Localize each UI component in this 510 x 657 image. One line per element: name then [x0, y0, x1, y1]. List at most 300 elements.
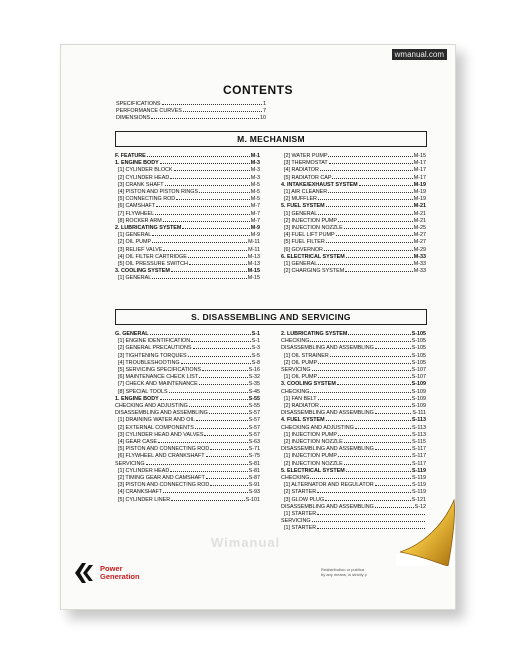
toc-entry-page: M-3	[250, 167, 260, 174]
toc-leader-dots	[326, 242, 413, 243]
toc-entry-label: [3] CRANK SHAFT	[118, 181, 164, 188]
toc-entry-label: [1] GENERAL	[118, 232, 152, 239]
toc-entry	[115, 153, 260, 160]
toc-entry-label: F. FEATURE	[115, 153, 146, 159]
toc-leader-dots	[196, 420, 248, 421]
toc-entry-label: [1] DRAINING WATER AND OIL	[118, 417, 195, 424]
toc-entry-label: [7] CHECK AND MAINTENANCE	[118, 381, 198, 388]
toc-entry-label: CHECKING	[281, 475, 310, 482]
toc-leader-dots	[345, 271, 412, 272]
toc-entry	[281, 218, 426, 225]
toc-entry	[115, 439, 260, 446]
toc-entry-label: [4] RADIATOR	[284, 167, 319, 174]
toc-leader-dots	[152, 278, 246, 279]
toc-entry	[115, 396, 260, 403]
toc-entry	[115, 175, 260, 182]
toc-entry	[115, 374, 260, 381]
toc-entry	[281, 338, 426, 345]
toc-entry-page: S-57	[248, 424, 260, 431]
toc-entry-label: DISASSEMBLING AND ASSEMBLING	[281, 410, 374, 417]
toc-entry-label: [1] OIL STRAINER	[284, 352, 329, 359]
toc-entry-page: S-107	[411, 367, 426, 374]
toc-entry-label: SERVICING	[281, 518, 311, 525]
page-title: CONTENTS	[223, 83, 293, 97]
toc-entry	[115, 247, 260, 254]
toc-leader-dots	[188, 356, 251, 357]
toc-entry-page: S-57	[248, 417, 260, 424]
toc-entry	[281, 153, 426, 160]
toc-entry	[281, 381, 426, 388]
toc-entry	[115, 446, 260, 453]
toc-entry-page: S-57	[248, 431, 260, 438]
toc-entry	[281, 461, 426, 468]
toc-entry	[115, 232, 260, 239]
toc-leader-dots	[312, 370, 411, 371]
toc-entry	[281, 446, 426, 453]
toc-leader-dots	[195, 428, 248, 429]
toc-entry	[115, 189, 260, 196]
toc-entry-label: [2] MUFFLER	[284, 196, 317, 203]
toc-entry-page: S-63	[248, 439, 260, 446]
toc-entry-label: [1] GENERAL	[118, 275, 152, 282]
toc-entry-page: S-109	[411, 403, 426, 410]
toc-leader-dots	[320, 170, 413, 171]
toc-leader-dots	[182, 228, 249, 229]
toc-entry-page: 1	[263, 101, 266, 107]
toc-entry	[115, 461, 260, 468]
toc-entry-label: [1] INJECTION PUMP	[284, 431, 338, 438]
toc-entry-label: [2] CYLINDER HEAD	[118, 174, 170, 181]
toc-leader-dots	[150, 334, 251, 335]
toc-entry	[115, 475, 260, 482]
toc-leader-dots	[156, 206, 250, 207]
toc-entry-label: 4. INTAKE/EXHAUST SYSTEM	[281, 181, 358, 188]
toc-leader-dots	[210, 485, 247, 486]
toc-entry-label: [6] FLYWHEEL AND CRANKSHAFT	[118, 453, 205, 460]
toc-entry-label: [4] TROUBLESHOOTING	[118, 359, 180, 366]
toc-entry-label: [1] CYLINDER BLOCK	[118, 167, 173, 174]
toc-entry-page: M-33	[413, 253, 426, 260]
toc-entry	[281, 468, 426, 475]
logo-mark-icon	[72, 561, 96, 585]
power-generation-logo	[72, 561, 140, 585]
toc-leader-dots	[330, 356, 411, 357]
toc-entry-page: S-75	[248, 453, 260, 460]
toc-entry	[281, 189, 426, 196]
site-watermark: wmanual.com	[392, 49, 447, 60]
toc-entry-label: [2] RADIATOR	[284, 403, 319, 410]
copyright-note	[321, 567, 367, 577]
toc-entry-page: 7	[263, 108, 266, 115]
toc-entry	[281, 439, 426, 446]
toc-entry-label: [1] GENERAL	[284, 210, 318, 217]
toc-entry-page: M-3	[250, 160, 260, 167]
logo-text	[100, 565, 140, 581]
toc-leader-dots	[169, 392, 248, 393]
toc-entry	[115, 468, 260, 475]
toc-leader-dots	[199, 377, 248, 378]
toc-leader-dots	[163, 221, 250, 222]
toc-entry-page: S-5	[251, 352, 260, 359]
toc-entry	[115, 345, 260, 352]
toc-entry-page: S-32	[248, 374, 260, 381]
toc-entry-label: [5] CYLINDER LINER	[118, 496, 171, 503]
toc-entry-page: S-8	[251, 359, 260, 366]
toc-entry-page: S-119	[412, 489, 426, 496]
toc-entry-page: M-17	[413, 160, 426, 167]
toc-entry	[281, 353, 426, 360]
toc-entry-label: [1] AIR CLEANER	[284, 189, 328, 196]
toc-leader-dots	[346, 471, 411, 472]
toc-entry-page: S-3	[251, 345, 260, 352]
toc-entry-page: S-105	[411, 331, 426, 337]
toc-leader-dots	[171, 271, 247, 272]
toc-entry-page: S-119	[412, 482, 426, 489]
toc-entry-label: [2] INJECTION NOZZLE	[284, 460, 343, 467]
toc-leader-dots	[152, 235, 249, 236]
toc-entry-page: M-33	[413, 268, 426, 275]
toc-entry-label: [5] RADIATOR CAP	[284, 174, 332, 181]
logo-line-1: Power	[100, 564, 123, 573]
toc-leader-dots	[204, 435, 247, 436]
toc-leader-dots	[163, 250, 247, 251]
toc-entry-label: [3] INJECTION NOZZLE	[284, 225, 343, 232]
toc-entry-page: 10	[260, 115, 266, 122]
toc-entry-page: S-16	[248, 367, 260, 374]
toc-entry-page: M-27	[413, 239, 426, 246]
toc-entry	[115, 225, 260, 232]
toc-leader-dots	[318, 399, 411, 400]
toc-entry-label: [8] ROCKER ARM	[118, 217, 162, 224]
toc-leader-dots	[375, 413, 412, 414]
toc-entry-label: [3] RELIEF VALVE	[118, 246, 163, 253]
toc-entry	[115, 182, 260, 189]
toc-entry-label: [1] STARTER	[284, 511, 317, 518]
toc-entry-page: S-113	[412, 431, 426, 438]
toc-entry	[281, 160, 426, 167]
toc-entry-label: [7] FLYWHEEL	[118, 210, 155, 217]
toc-leader-dots	[193, 348, 251, 349]
toc-leader-dots	[375, 348, 411, 349]
toc-entry	[281, 175, 426, 182]
toc-entry	[115, 254, 260, 261]
toc-leader-dots	[310, 478, 411, 479]
toc-entry-page: M-1	[250, 153, 260, 159]
toc-entry-label: 4. FUEL SYSTEM	[281, 417, 325, 424]
toc-entry-label: [2] OIL PUMP	[118, 239, 152, 246]
toc-entry-page: S-113	[412, 424, 426, 431]
toc-leader-dots	[338, 435, 411, 436]
toc-entry-page: M-29	[413, 246, 426, 253]
toc-entry	[281, 254, 426, 261]
toc-entry-label: [1] CYLINDER HEAD	[118, 467, 170, 474]
toc-entry-page: S-105	[411, 338, 426, 345]
toc-leader-dots	[318, 264, 412, 265]
toc-entry	[115, 453, 260, 460]
toc-entry-label: [5] SERVICING SPECIFICATIONS	[118, 367, 202, 374]
toc-leader-dots	[328, 192, 413, 193]
toc-leader-dots	[332, 178, 412, 179]
toc-entry	[281, 410, 426, 417]
toc-entry-label: 3. COOLING SYSTEM	[281, 381, 336, 388]
toc-entry	[115, 167, 260, 174]
toc-leader-dots	[158, 442, 248, 443]
toc-entry-page: S-113	[411, 417, 426, 424]
toc-leader-dots	[318, 377, 411, 378]
toc-entry-page: S-55	[248, 403, 260, 410]
toc-entry	[115, 360, 260, 367]
servicing-left-column	[115, 331, 260, 504]
toc-entry	[115, 425, 260, 432]
toc-entry-page: M-7	[250, 203, 260, 210]
toc-entry	[281, 360, 426, 367]
toc-entry	[281, 425, 426, 432]
toc-entry	[281, 453, 426, 460]
toc-entry-page: S-101	[245, 496, 260, 503]
toc-entry-label: [1] ENGINE IDENTIFICATION	[118, 338, 191, 345]
toc-leader-dots	[348, 334, 410, 335]
toc-leader-dots	[206, 456, 248, 457]
toc-entry	[281, 182, 426, 189]
toc-leader-dots	[170, 471, 247, 472]
toc-leader-dots	[183, 111, 262, 112]
toc-entry-label: 1. ENGINE BODY	[115, 160, 159, 167]
top-toc-list	[116, 101, 266, 123]
toc-entry-page: M-15	[247, 268, 260, 275]
toc-entry-label: [4] PISTON AND PISTON RINGS	[118, 189, 199, 196]
toc-leader-dots	[176, 199, 249, 200]
toc-leader-dots	[210, 449, 247, 450]
toc-entry-page: M-9	[250, 225, 260, 232]
servicing-section-header: S. DISASSEMBLING AND SERVICING	[115, 309, 427, 325]
toc-entry	[281, 417, 426, 424]
toc-entry-label: DISASSEMBLING AND ASSEMBLING	[281, 503, 374, 510]
toc-leader-dots	[336, 235, 413, 236]
toc-entry	[281, 203, 426, 210]
toc-leader-dots	[146, 464, 248, 465]
toc-entry-label: [2] INJECTION NOZZLE	[284, 439, 343, 446]
toc-entry-label: CHECKING AND ADJUSTING	[281, 424, 354, 431]
toc-entry-label: [1] FAN BELT	[284, 395, 317, 402]
toc-leader-dots	[209, 413, 248, 414]
toc-leader-dots	[163, 492, 248, 493]
toc-entry-label: SPECIFICATIONS	[116, 101, 161, 107]
toc-leader-dots	[326, 420, 411, 421]
toc-entry-page: S-55	[248, 395, 260, 402]
toc-entry-page: M-21	[413, 210, 426, 217]
toc-entry-page: M-5	[250, 189, 260, 196]
toc-entry	[115, 497, 260, 504]
logo-line-2: Generation	[100, 572, 140, 581]
toc-entry	[115, 331, 260, 338]
toc-entry-page: S-105	[411, 345, 426, 352]
toc-entry-label: [4] GEAR CASE	[118, 439, 157, 446]
toc-leader-dots	[318, 199, 413, 200]
toc-entry-label: [3] PISTON AND CONNECTING ROD	[118, 482, 210, 489]
toc-entry	[115, 353, 260, 360]
toc-entry-page: S-87	[248, 475, 260, 482]
toc-entry	[281, 232, 426, 239]
toc-entry	[281, 239, 426, 246]
toc-entry-label: [5] PISTON AND CONNECTING ROD	[118, 446, 210, 453]
toc-entry-label: [5] OIL PRESSURE SWITCH	[118, 261, 188, 268]
toc-entry-label: [2] GENERAL PRECAUTIONS	[118, 345, 192, 352]
toc-entry-page: M-13	[247, 253, 260, 260]
page-curl-icon	[396, 494, 468, 566]
toc-leader-dots	[165, 185, 250, 186]
toc-leader-dots	[326, 206, 413, 207]
toc-entry	[116, 101, 266, 108]
toc-entry	[281, 225, 426, 232]
toc-entry-page: M-27	[413, 232, 426, 239]
toc-entry-page: S-109	[411, 381, 426, 388]
toc-leader-dots	[344, 464, 411, 465]
toc-entry	[115, 275, 260, 282]
toc-entry	[281, 396, 426, 403]
toc-leader-dots	[324, 250, 413, 251]
toc-entry-page: S-35	[248, 381, 260, 388]
toc-entry-page: M-13	[247, 261, 260, 268]
toc-leader-dots	[188, 257, 247, 258]
toc-entry-label: 3. COOLING SYSTEM	[115, 268, 170, 275]
toc-entry	[281, 331, 426, 338]
toc-entry	[115, 218, 260, 225]
toc-leader-dots	[320, 406, 411, 407]
toc-entry-page: M-19	[413, 189, 426, 196]
toc-entry-label: DISASSEMBLING AND ASSEMBLING	[281, 345, 374, 352]
toc-entry-page: M-3	[250, 174, 260, 181]
toc-leader-dots	[151, 118, 259, 119]
toc-entry	[115, 211, 260, 218]
toc-entry	[115, 268, 260, 275]
toc-entry	[281, 211, 426, 218]
toc-entry	[115, 381, 260, 388]
toc-leader-dots	[318, 363, 411, 364]
toc-entry-label: CHECKING	[281, 338, 310, 345]
toc-entry-label: [1] INJECTION PUMP	[284, 453, 338, 460]
toc-leader-dots	[155, 214, 250, 215]
toc-entry	[116, 115, 266, 122]
toc-entry-page: S-1	[251, 331, 260, 337]
toc-entry	[115, 196, 260, 203]
toc-entry-page: S-107	[411, 374, 426, 381]
toc-entry-label: 6. ELECTRICAL SYSTEM	[281, 253, 345, 260]
toc-entry	[281, 345, 426, 352]
toc-entry-label: [8] SPECIAL TOOLS	[118, 388, 168, 395]
toc-entry-label: SERVICING	[281, 367, 311, 374]
toc-entry-page: M-7	[250, 217, 260, 224]
toc-entry-label: [5] CONNECTING ROD	[118, 196, 176, 203]
toc-entry	[115, 489, 260, 496]
toc-entry-page: M-19	[413, 181, 426, 188]
toc-entry-page: S-117	[412, 460, 426, 467]
toc-entry	[115, 239, 260, 246]
toc-entry-label: [3] THERMOSTAT	[284, 160, 328, 167]
toc-entry	[281, 475, 426, 482]
toc-entry-label: [6] CAMSHAFT	[118, 203, 156, 210]
toc-entry-page: M-33	[413, 261, 426, 268]
toc-entry-label: CHECKING	[281, 388, 310, 395]
toc-entry-label: 5. ELECTRICAL SYSTEM	[281, 467, 345, 474]
toc-entry-label: [2] EXTERNAL COMPONENTS	[118, 424, 194, 431]
toc-entry-label: [3] CYLINDER HEAD AND VALVES	[118, 431, 204, 438]
toc-entry	[116, 108, 266, 115]
toc-entry	[281, 389, 426, 396]
toc-entry	[281, 374, 426, 381]
toc-entry-label: [2] INJECTION PUMP	[284, 217, 338, 224]
toc-entry-label: [6] GOVERNOR	[284, 246, 323, 253]
toc-leader-dots	[375, 485, 411, 486]
toc-entry-page: S-109	[411, 388, 426, 395]
toc-leader-dots	[147, 156, 250, 157]
toc-leader-dots	[152, 242, 247, 243]
toc-entry-label: [6] MAINTENANCE CHECK LIST	[118, 374, 198, 381]
toc-entry-label: PERFORMANCE CURVES	[116, 108, 182, 115]
toc-entry-page: S-121	[411, 496, 426, 503]
toc-entry-page: M-19	[413, 196, 426, 203]
toc-entry-label: [4] FUEL LIFT PUMP	[284, 232, 335, 239]
toc-entry	[281, 403, 426, 410]
copyright-line-1: Redistribution or publica	[321, 567, 364, 572]
mechanism-right-column	[281, 153, 426, 275]
toc-leader-dots	[174, 170, 250, 171]
toc-entry	[115, 261, 260, 268]
toc-entry-label: [1] STARTER	[284, 525, 317, 532]
toc-entry	[281, 167, 426, 174]
toc-entry	[115, 432, 260, 439]
toc-entry	[281, 247, 426, 254]
toc-entry-page: S-119	[412, 475, 426, 482]
toc-entry-page: S-93	[248, 489, 260, 496]
toc-leader-dots	[162, 104, 262, 105]
toc-leader-dots	[355, 428, 411, 429]
toc-entry-page: M-25	[413, 225, 426, 232]
toc-entry-page: S-117	[412, 446, 426, 453]
toc-entry-page: M-9	[250, 232, 260, 239]
toc-entry-label: 1. ENGINE BODY	[115, 395, 159, 402]
toc-entry-label: 5. FUEL SYSTEM	[281, 203, 325, 210]
toc-leader-dots	[170, 178, 249, 179]
toc-entry-label: DISASSEMBLING AND ASSEMBLING	[115, 410, 208, 417]
toc-entry	[115, 160, 260, 167]
toc-leader-dots	[338, 456, 411, 457]
toc-entry-label: [2] OIL PUMP	[284, 359, 318, 366]
toc-leader-dots	[181, 363, 251, 364]
toc-entry-page: S-45	[248, 388, 260, 395]
toc-entry	[115, 410, 260, 417]
toc-entry-page: S-71	[248, 446, 260, 453]
toc-entry	[281, 367, 426, 374]
toc-leader-dots	[310, 341, 410, 342]
toc-entry	[281, 196, 426, 203]
toc-leader-dots	[199, 192, 250, 193]
toc-entry-page: S-105	[411, 352, 426, 359]
toc-entry-page: S-111	[412, 410, 426, 417]
toc-entry-page: S-12	[414, 503, 426, 510]
toc-entry-label: [2] CHARGING SYSTEM	[284, 268, 345, 275]
toc-entry-label: DIMENSIONS	[116, 115, 151, 122]
toc-leader-dots	[189, 264, 247, 265]
toc-leader-dots	[346, 257, 413, 258]
toc-leader-dots	[189, 406, 248, 407]
toc-leader-dots	[199, 384, 248, 385]
toc-entry-label: [3] TIGHTENING TORQUES	[118, 352, 187, 359]
toc-entry-label: [1] OIL PUMP	[284, 374, 318, 381]
toc-leader-dots	[318, 214, 412, 215]
toc-entry-page: S-119	[411, 467, 426, 474]
toc-entry-label: [3] GLOW PLUG	[284, 496, 325, 503]
center-watermark: Wimanual	[211, 535, 281, 550]
